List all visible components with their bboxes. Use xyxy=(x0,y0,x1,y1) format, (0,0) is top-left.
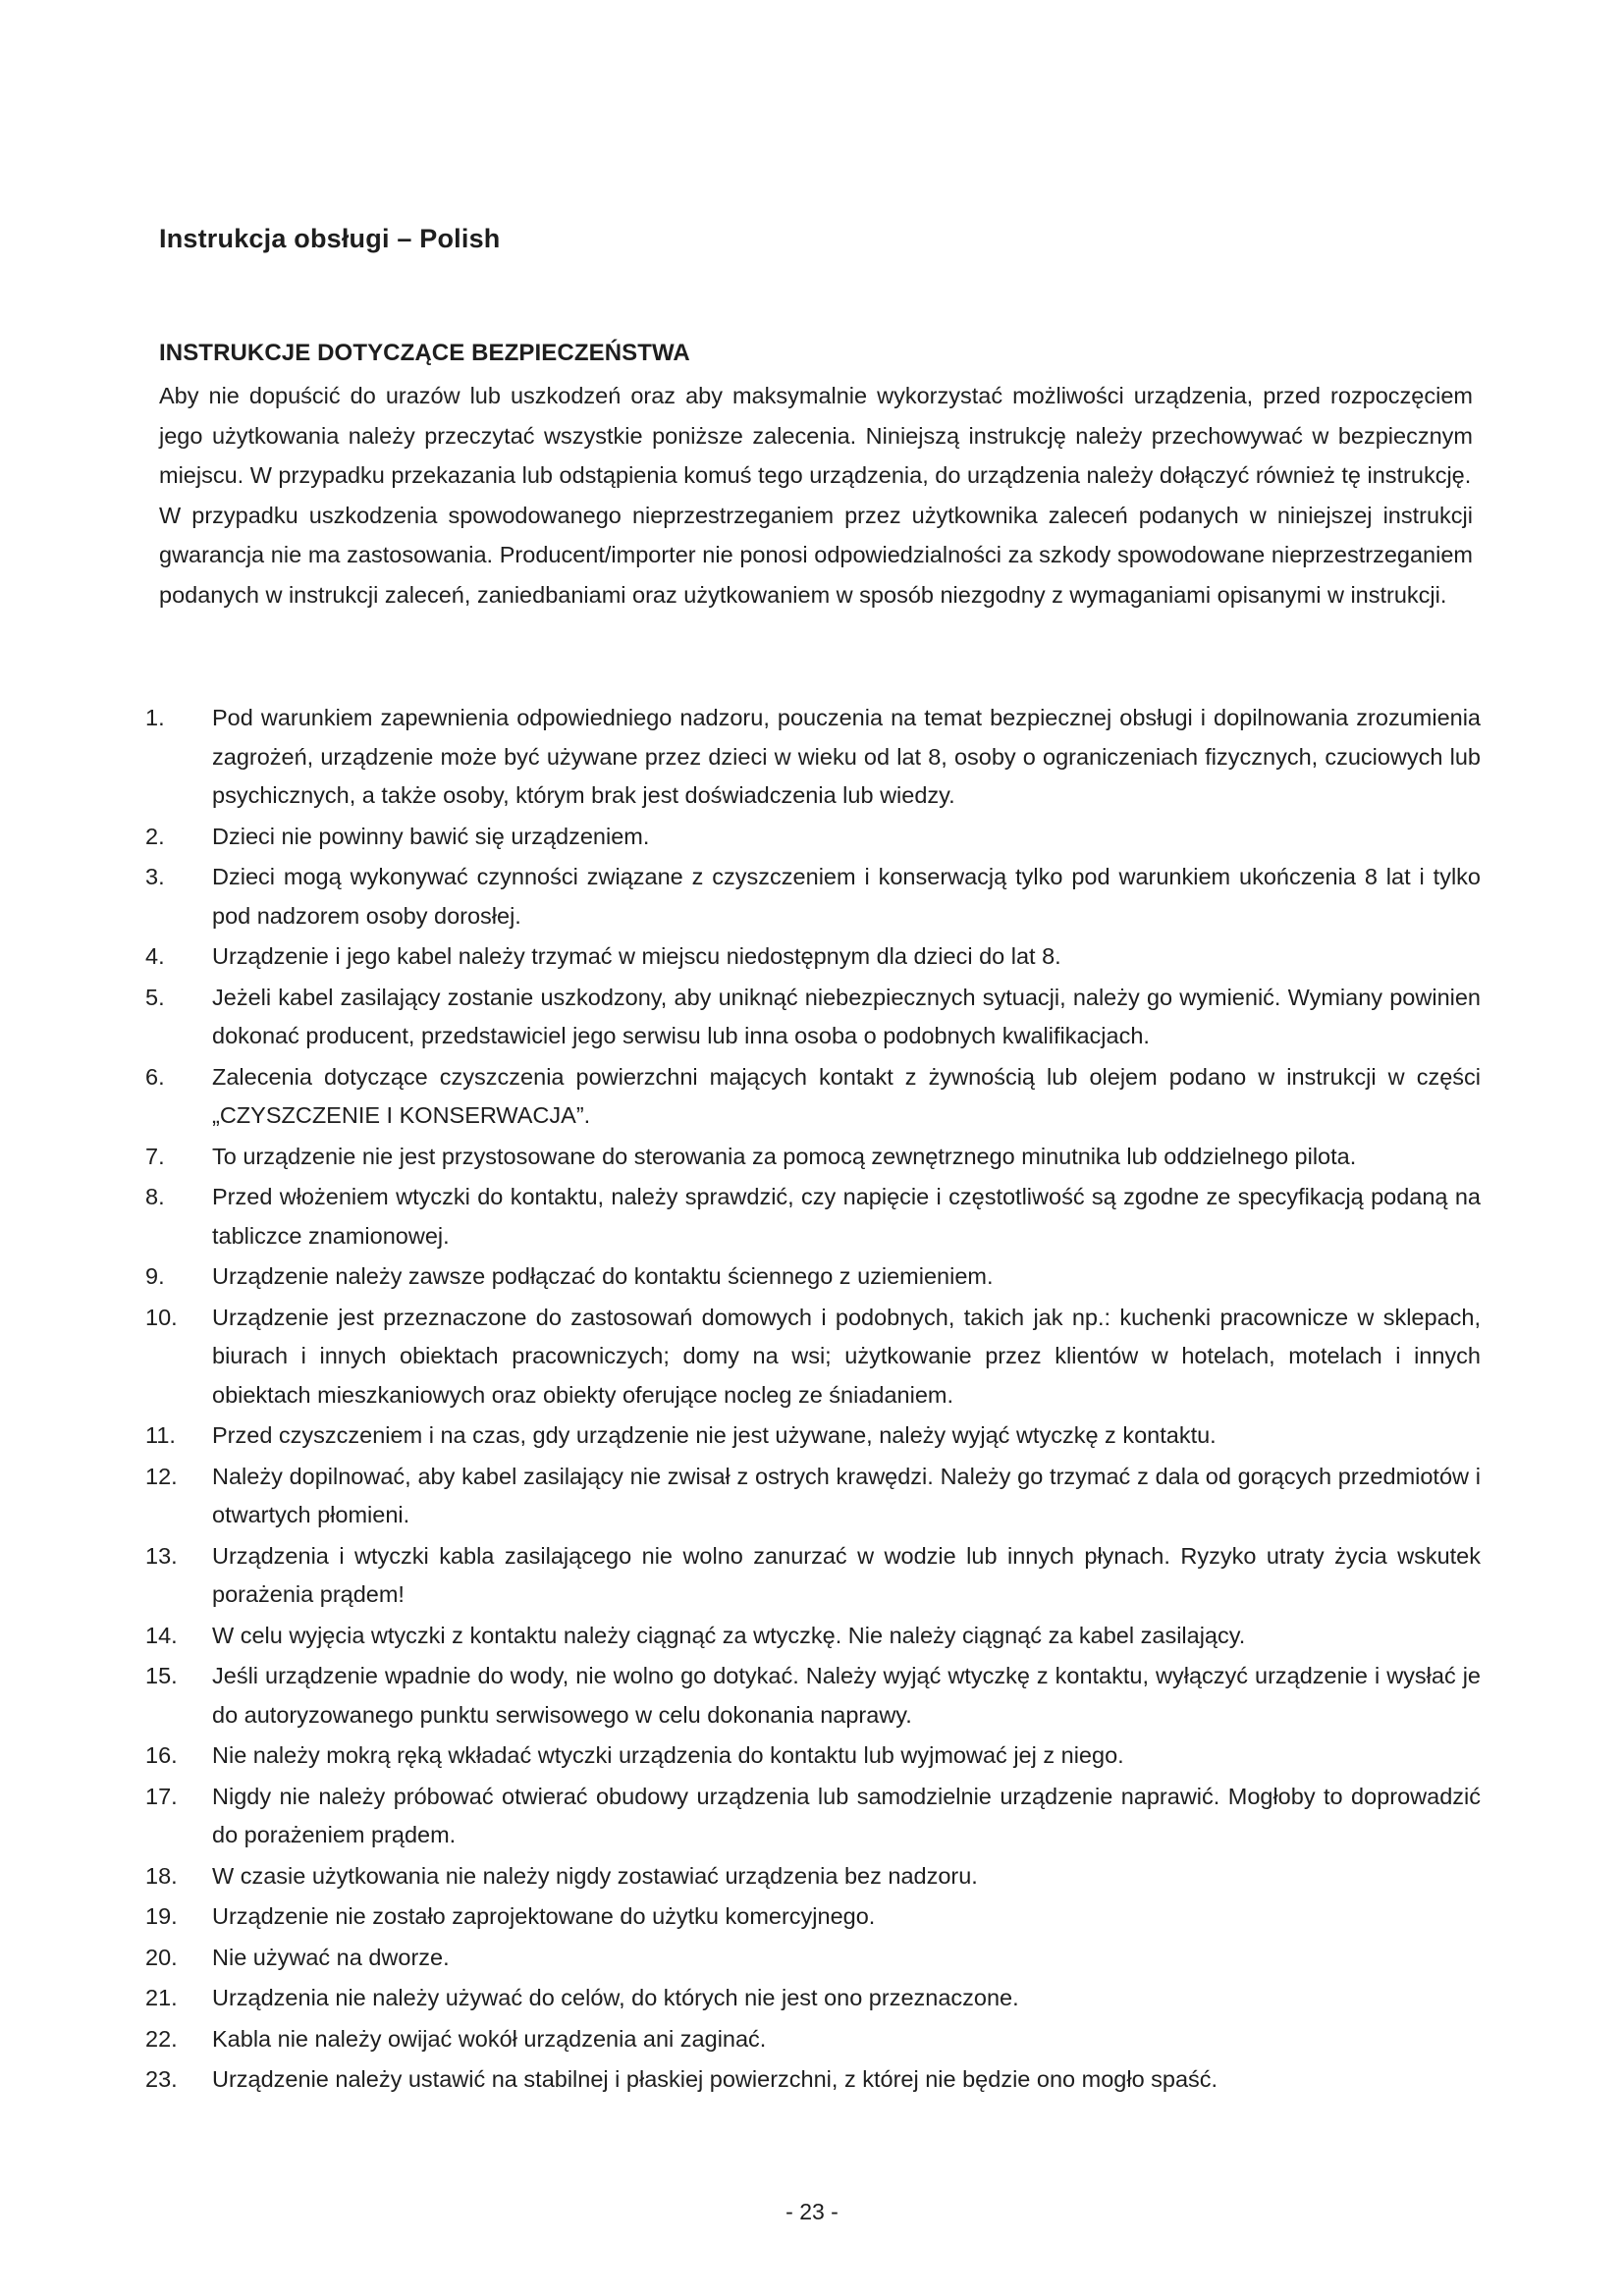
list-item-number: 18. xyxy=(145,1862,178,1889)
list-item xyxy=(145,1458,1481,1535)
list-item-text: W czasie użytkowania nie należy nigdy zostawiać urządzenia bez nadzoru. xyxy=(212,1862,978,1889)
list-item-text: Jeżeli kabel zasilający zostanie uszkodzony, aby uniknąć niebezpiecznych sytuacji, należy go wymienić. Wymiany powinien dokonać producent, przedstawiciel jego serwisu lub inna osoba o podobnych kwalifikacjach. xyxy=(212,984,1481,1048)
list-item-text: Urządzenia i wtyczki kabla zasilającego nie wolno zanurzać w wodzie lub innych płynach. Ryzyko utraty życia wskutek porażenia prądem! xyxy=(212,1542,1481,1607)
list-item-number: 13. xyxy=(145,1542,178,1569)
list-item-text: Przed czyszczeniem i na czas, gdy urządzenie nie jest używane, należy wyjąć wtyczkę z kontaktu. xyxy=(212,1422,1217,1448)
safety-instructions-list xyxy=(145,699,1481,2102)
list-item xyxy=(145,1736,1481,1776)
list-item-text: Przed włożeniem wtyczki do kontaktu, należy sprawdzić, czy napięcie i częstotliwość są zgodne ze specyfikacją podaną na tabliczce znamionowej. xyxy=(212,1184,1481,1249)
list-item-text: Dzieci mogą wykonywać czynności związane z czyszczeniem i konserwacją tylko pod warunkiem ukończenia 8 lat i tylko pod nadzorem osoby dorosłej. xyxy=(212,864,1481,929)
list-item-number: 7. xyxy=(145,1143,165,1169)
list-item xyxy=(145,1178,1481,1255)
list-item-text: To urządzenie nie jest przystosowane do sterowania za pomocą zewnętrznego minutnika lub oddzielnego pilota. xyxy=(212,1143,1357,1169)
list-item-number: 20. xyxy=(145,1944,178,1970)
list-item-number: 21. xyxy=(145,1985,178,2010)
list-item-text: W celu wyjęcia wtyczki z kontaktu należy ciągnąć za wtyczkę. Nie należy ciągnąć za kabel zasilający. xyxy=(212,1622,1246,1648)
list-item-text: Należy dopilnować, aby kabel zasilający nie zwisał z ostrych krawędzi. Należy go trzymać z dala od gorących przedmiotów i otwartych płomieni. xyxy=(212,1463,1481,1527)
list-item-number: 14. xyxy=(145,1622,178,1648)
list-item xyxy=(145,1897,1481,1937)
list-item-number: 16. xyxy=(145,1742,178,1768)
list-item-number: 17. xyxy=(145,1783,178,1809)
section-heading: INSTRUKCJE DOTYCZĄCE BEZPIECZEŃSTWA xyxy=(159,340,690,366)
list-item xyxy=(145,818,1481,857)
list-item xyxy=(145,1979,1481,2018)
list-item xyxy=(145,1299,1481,1415)
list-item-text: Urządzenie i jego kabel należy trzymać w miejscu niedostępnym dla dzieci do lat 8. xyxy=(212,943,1061,969)
list-item xyxy=(145,1257,1481,1297)
list-item-number: 5. xyxy=(145,984,165,1010)
list-item xyxy=(145,1537,1481,1615)
list-item-number: 3. xyxy=(145,864,165,889)
list-item xyxy=(145,1657,1481,1735)
list-item-number: 8. xyxy=(145,1184,165,1209)
list-item-number: 6. xyxy=(145,1063,165,1090)
list-item-text: Urządzenia nie należy używać do celów, do których nie jest ono przeznaczone. xyxy=(212,1985,1019,2010)
list-item-number: 12. xyxy=(145,1463,178,1489)
page-number: - 23 - xyxy=(785,2199,839,2224)
list-item-number: 23. xyxy=(145,2066,178,2092)
list-item xyxy=(145,1617,1481,1656)
list-item xyxy=(145,858,1481,935)
document-title: Instrukcja obsługi – Polish xyxy=(159,224,501,253)
list-item-text: Nigdy nie należy próbować otwierać obudowy urządzenia lub samodzielnie urządzenie naprawić. Mogłoby to doprowadzić do porażeniem prądem. xyxy=(212,1783,1481,1847)
list-item xyxy=(145,1138,1481,1177)
list-item-number: 10. xyxy=(145,1304,178,1330)
list-item-number: 19. xyxy=(145,1903,178,1929)
list-item xyxy=(145,699,1481,816)
list-item-number: 9. xyxy=(145,1263,165,1289)
list-item-text: Nie używać na dworze. xyxy=(212,1944,450,1970)
list-item-number: 2. xyxy=(145,823,165,849)
list-item xyxy=(145,1058,1481,1136)
list-item xyxy=(145,2020,1481,2059)
list-item-text: Dzieci nie powinny bawić się urządzeniem. xyxy=(212,823,650,849)
list-item-number: 15. xyxy=(145,1663,178,1688)
list-item-text: Pod warunkiem zapewnienia odpowiedniego nadzoru, pouczenia na temat bezpiecznej obsługi i dopilnowania zrozumienia zagrożeń, urządzenie może być używane przez dzieci w wieku od lat 8, osoby o ograniczeniach fizycznych, czuciowych lub psychicznych, a także osoby, którym brak jest doświadczenia lub wiedzy. xyxy=(212,705,1481,808)
list-item xyxy=(145,1778,1481,1855)
list-item xyxy=(145,1416,1481,1456)
intro-paragraph: W przypadku uszkodzenia spowodowanego nieprzestrzeganiem przez użytkownika zaleceń podanych w niniejszej instrukcji gwarancja nie ma zastosowania. Producent/importer nie ponosi odpowiedzialności za szkody spowodowane nieprzestrzeganiem podanych w instrukcji zaleceń, zaniedbaniami oraz użytkowaniem w sposób niezgodny z wymaganiami opisanymi w instrukcji. xyxy=(159,502,1473,608)
list-item xyxy=(145,937,1481,977)
list-item-text: Nie należy mokrą ręką wkładać wtyczki urządzenia do kontaktu lub wyjmować jej z niego. xyxy=(212,1742,1124,1768)
list-item-number: 22. xyxy=(145,2025,178,2052)
list-item-text: Urządzenie nie zostało zaprojektowane do użytku komercyjnego. xyxy=(212,1903,876,1929)
list-item-number: 4. xyxy=(145,943,165,969)
list-item-text: Zalecenia dotyczące czyszczenia powierzchni mających kontakt z żywnością lub olejem podano w instrukcji w części „CZYSZCZENIE I KONSERWACJA”. xyxy=(212,1063,1481,1128)
list-item-text: Kabla nie należy owijać wokół urządzenia ani zaginać. xyxy=(212,2025,767,2052)
list-item xyxy=(145,1939,1481,1978)
list-item-text: Urządzenie należy zawsze podłączać do kontaktu ściennego z uziemieniem. xyxy=(212,1263,994,1289)
list-item-number: 11. xyxy=(145,1422,176,1448)
list-item xyxy=(145,1857,1481,1896)
intro-paragraph: Aby nie dopuścić do urazów lub uszkodzeń oraz aby maksymalnie wykorzystać możliwości urządzenia, przed rozpoczęciem jego użytkowania należy przeczytać wszystkie poniższe zalecenia. Niniejszą instrukcję należy przechowywać w bezpiecznym miejscu. W przypadku przekazania lub odstąpienia komuś tego urządzenia, do urządzenia należy dołączyć również tę instrukcję. xyxy=(159,383,1473,488)
list-item-text: Jeśli urządzenie wpadnie do wody, nie wolno go dotykać. Należy wyjąć wtyczkę z kontaktu, wyłączyć urządzenie i wysłać je do autoryzowanego punktu serwisowego w celu dokonania naprawy. xyxy=(212,1663,1481,1728)
list-item-number: 1. xyxy=(145,705,165,730)
intro-paragraphs xyxy=(159,376,1473,614)
list-item xyxy=(145,2060,1481,2100)
list-item-text: Urządzenie należy ustawić na stabilnej i płaskiej powierzchni, z której nie będzie ono mogło spaść. xyxy=(212,2066,1218,2092)
list-item-text: Urządzenie jest przeznaczone do zastosowań domowych i podobnych, takich jak np.: kuchenki pracownicze w sklepach, biurach i innych obiektach pracowniczych; domy na wsi; użytkowanie przez klientów w hotelach, motelach i innych obiektach mieszkaniowych oraz obiekty oferujące nocleg ze śniadaniem. xyxy=(212,1304,1481,1408)
list-item xyxy=(145,979,1481,1056)
